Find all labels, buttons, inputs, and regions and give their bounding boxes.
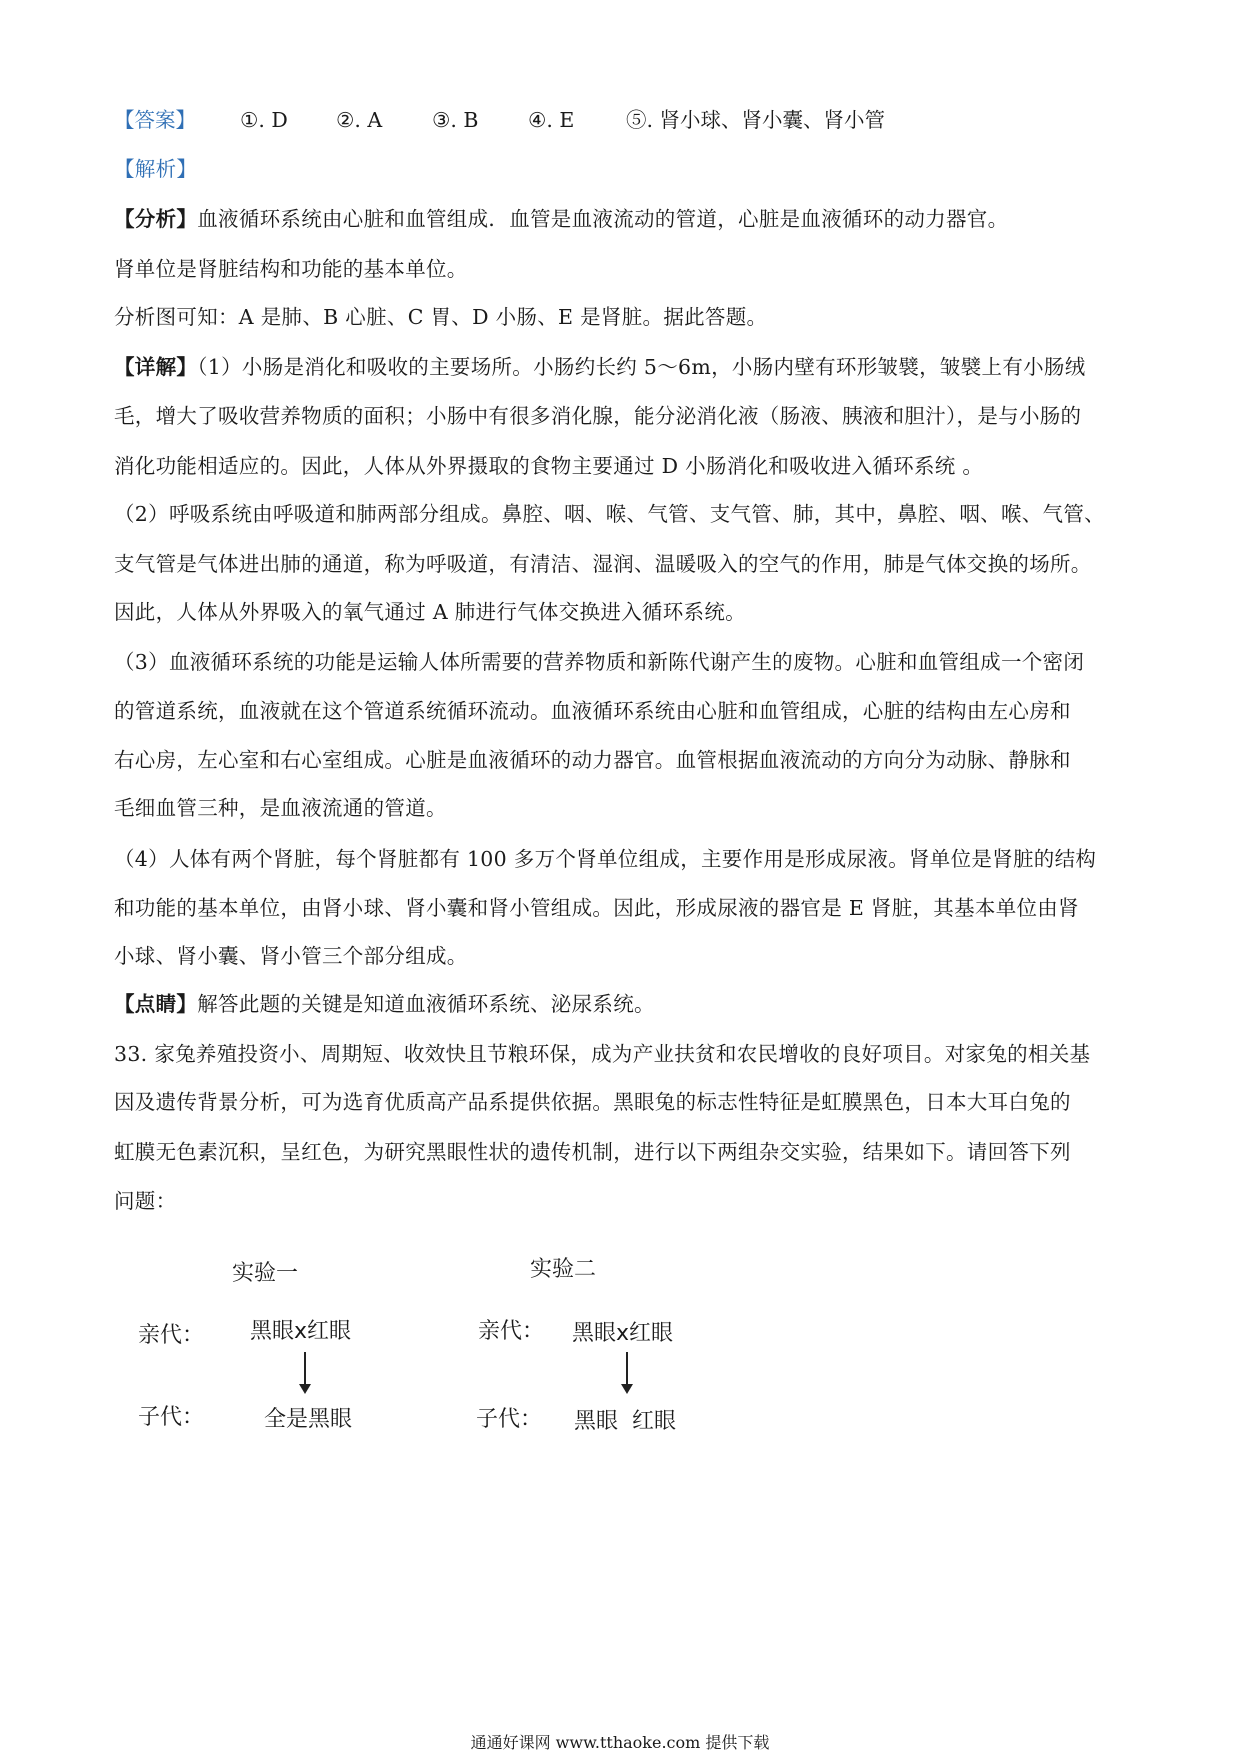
exp2-title: 实验二 [530,1257,597,1282]
answer-item-5: ⑤. 肾小球、肾小囊、肾小管 [626,108,886,132]
line-text: 问题： [114,1189,177,1213]
section-lead: 【分析】 [114,207,198,231]
line-text: 因及遗传背景分析，可为选育优质高产品系提供依据。黑眼兔的标志性特征是虹膜黑色，日本大耳白兔的 [114,1090,1071,1114]
exp1-child-label: 子代： [138,1405,205,1430]
line-text: 毛细血管三种，是血液流通的管道。 [114,796,447,820]
text-line [114,845,1134,873]
line-text: 因此，人体从外界吸入的氧气通过 A 肺进行气体交换进入循环系统。 [114,600,746,624]
line-text: 33. 家兔养殖投资小、周期短、收效快且节粮环保，成为产业扶贫和农民增收的良好项目。对家兔的相关基 [114,1042,1091,1066]
text-line [114,255,1134,283]
text-line [114,402,1134,430]
text-line [114,746,1134,774]
line-text: 和功能的基本单位，由肾小球、肾小囊和肾小管组成。因此，形成尿液的器官是 E 肾脏，其基本单位由肾 [114,896,1079,920]
text-line [114,1040,1134,1068]
line-text: 的管道系统，血液就在这个管道系统循环流动。血液循环系统由心脏和血管组成，心脏的结构由左心房和 [114,699,1071,723]
exp1-down-arrow-icon [304,1352,306,1392]
line-text: （2）呼吸系统由呼吸道和肺两部分组成。鼻腔、咽、喉、气管、支气管、肺，其中，鼻腔、咽、喉、气管、 [114,502,1105,526]
text-line [114,942,1134,970]
text-line [114,794,1134,822]
page-footer: 通通好课网 www.tthaoke.com 提供下载 [470,1733,770,1752]
line-text: 解答此题的关键是知道血液循环系统、泌尿系统。 [197,992,655,1016]
text-line [114,500,1134,528]
analysis-tag: 【解析】 [114,157,198,181]
text-line [114,598,1134,626]
answer-item-3: ③. B [432,108,479,132]
line-text: 肾单位是肾脏结构和功能的基本单位。 [114,257,468,281]
text-line [114,205,1134,233]
text-line [114,303,1134,331]
answer-tag: 【答案】 [114,108,196,132]
exp2-down-arrow-icon [626,1352,628,1392]
section-lead: 【详解】 [114,355,198,379]
exp1-child-result: 全是黑眼 [264,1407,353,1432]
exp2-parent-label: 亲代： [478,1319,545,1344]
answer-item-2: ②. A [336,108,383,132]
text-line [114,990,1134,1018]
text-line [114,1138,1134,1166]
line-text: （4）人体有两个肾脏，每个肾脏都有 100 多万个肾单位组成，主要作用是形成尿液。肾单位是肾脏的结构 [114,847,1097,871]
exp2-parent-cross: 黑眼x红眼 [572,1321,674,1346]
line-text: 毛，增大了吸收营养物质的面积；小肠中有很多消化腺，能分泌消化液（肠液、胰液和胆汁），是与小肠的 [114,404,1082,428]
exp1-parent-label: 亲代： [138,1323,205,1348]
line-text: 消化功能相适应的。因此，人体从外界摄取的食物主要通过 D 小肠消化和吸收进入循环系统 。 [114,454,984,478]
answer-item-1: ①. D [240,108,288,132]
line-text: 支气管是气体进出肺的通道，称为呼吸道，有清洁、湿润、温暖吸入的空气的作用，肺是气体交换的场所。 [114,552,1092,576]
exp2-child-label: 子代： [476,1407,543,1432]
line-text: 分析图可知：A 是肺、B 心脏、C 胃、D 小肠、E 是肾脏。据此答题。 [114,305,768,329]
line-text: （3）血液循环系统的功能是运输人体所需要的营养物质和新陈代谢产生的废物。心脏和血管组成一个密闭 [114,650,1085,674]
text-line [114,1187,1134,1215]
line-text: （1）小肠是消化和吸收的主要场所。小肠约长约 5～6m，小肠内壁有环形皱襞，皱襞上有小肠绒 [197,355,1086,379]
exp1-title: 实验一 [232,1261,299,1286]
text-line [114,353,1134,381]
text-line [114,697,1134,725]
text-line [114,894,1134,922]
line-text: 血液循环系统由心脏和血管组成．血管是血液流动的管道，心脏是血液循环的动力器官。 [197,207,1009,231]
line-text: 虹膜无色素沉积，呈红色，为研究黑眼性状的遗传机制，进行以下两组杂交实验，结果如下。请回答下列 [114,1140,1071,1164]
text-line [114,648,1134,676]
line-text: 小球、肾小囊、肾小管三个部分组成。 [114,944,468,968]
text-line [114,550,1134,578]
answer-item-4: ④. E [528,108,575,132]
section-lead: 【点睛】 [114,992,198,1016]
text-line [114,1088,1134,1116]
line-text: 右心房，左心室和右心室组成。心脏是血液循环的动力器官。血管根据血液流动的方向分为动脉、静脉和 [114,748,1071,772]
exp1-parent-cross: 黑眼x红眼 [250,1319,352,1344]
exp2-child-result: 黑眼 红眼 [574,1409,676,1434]
text-line [114,452,1134,480]
